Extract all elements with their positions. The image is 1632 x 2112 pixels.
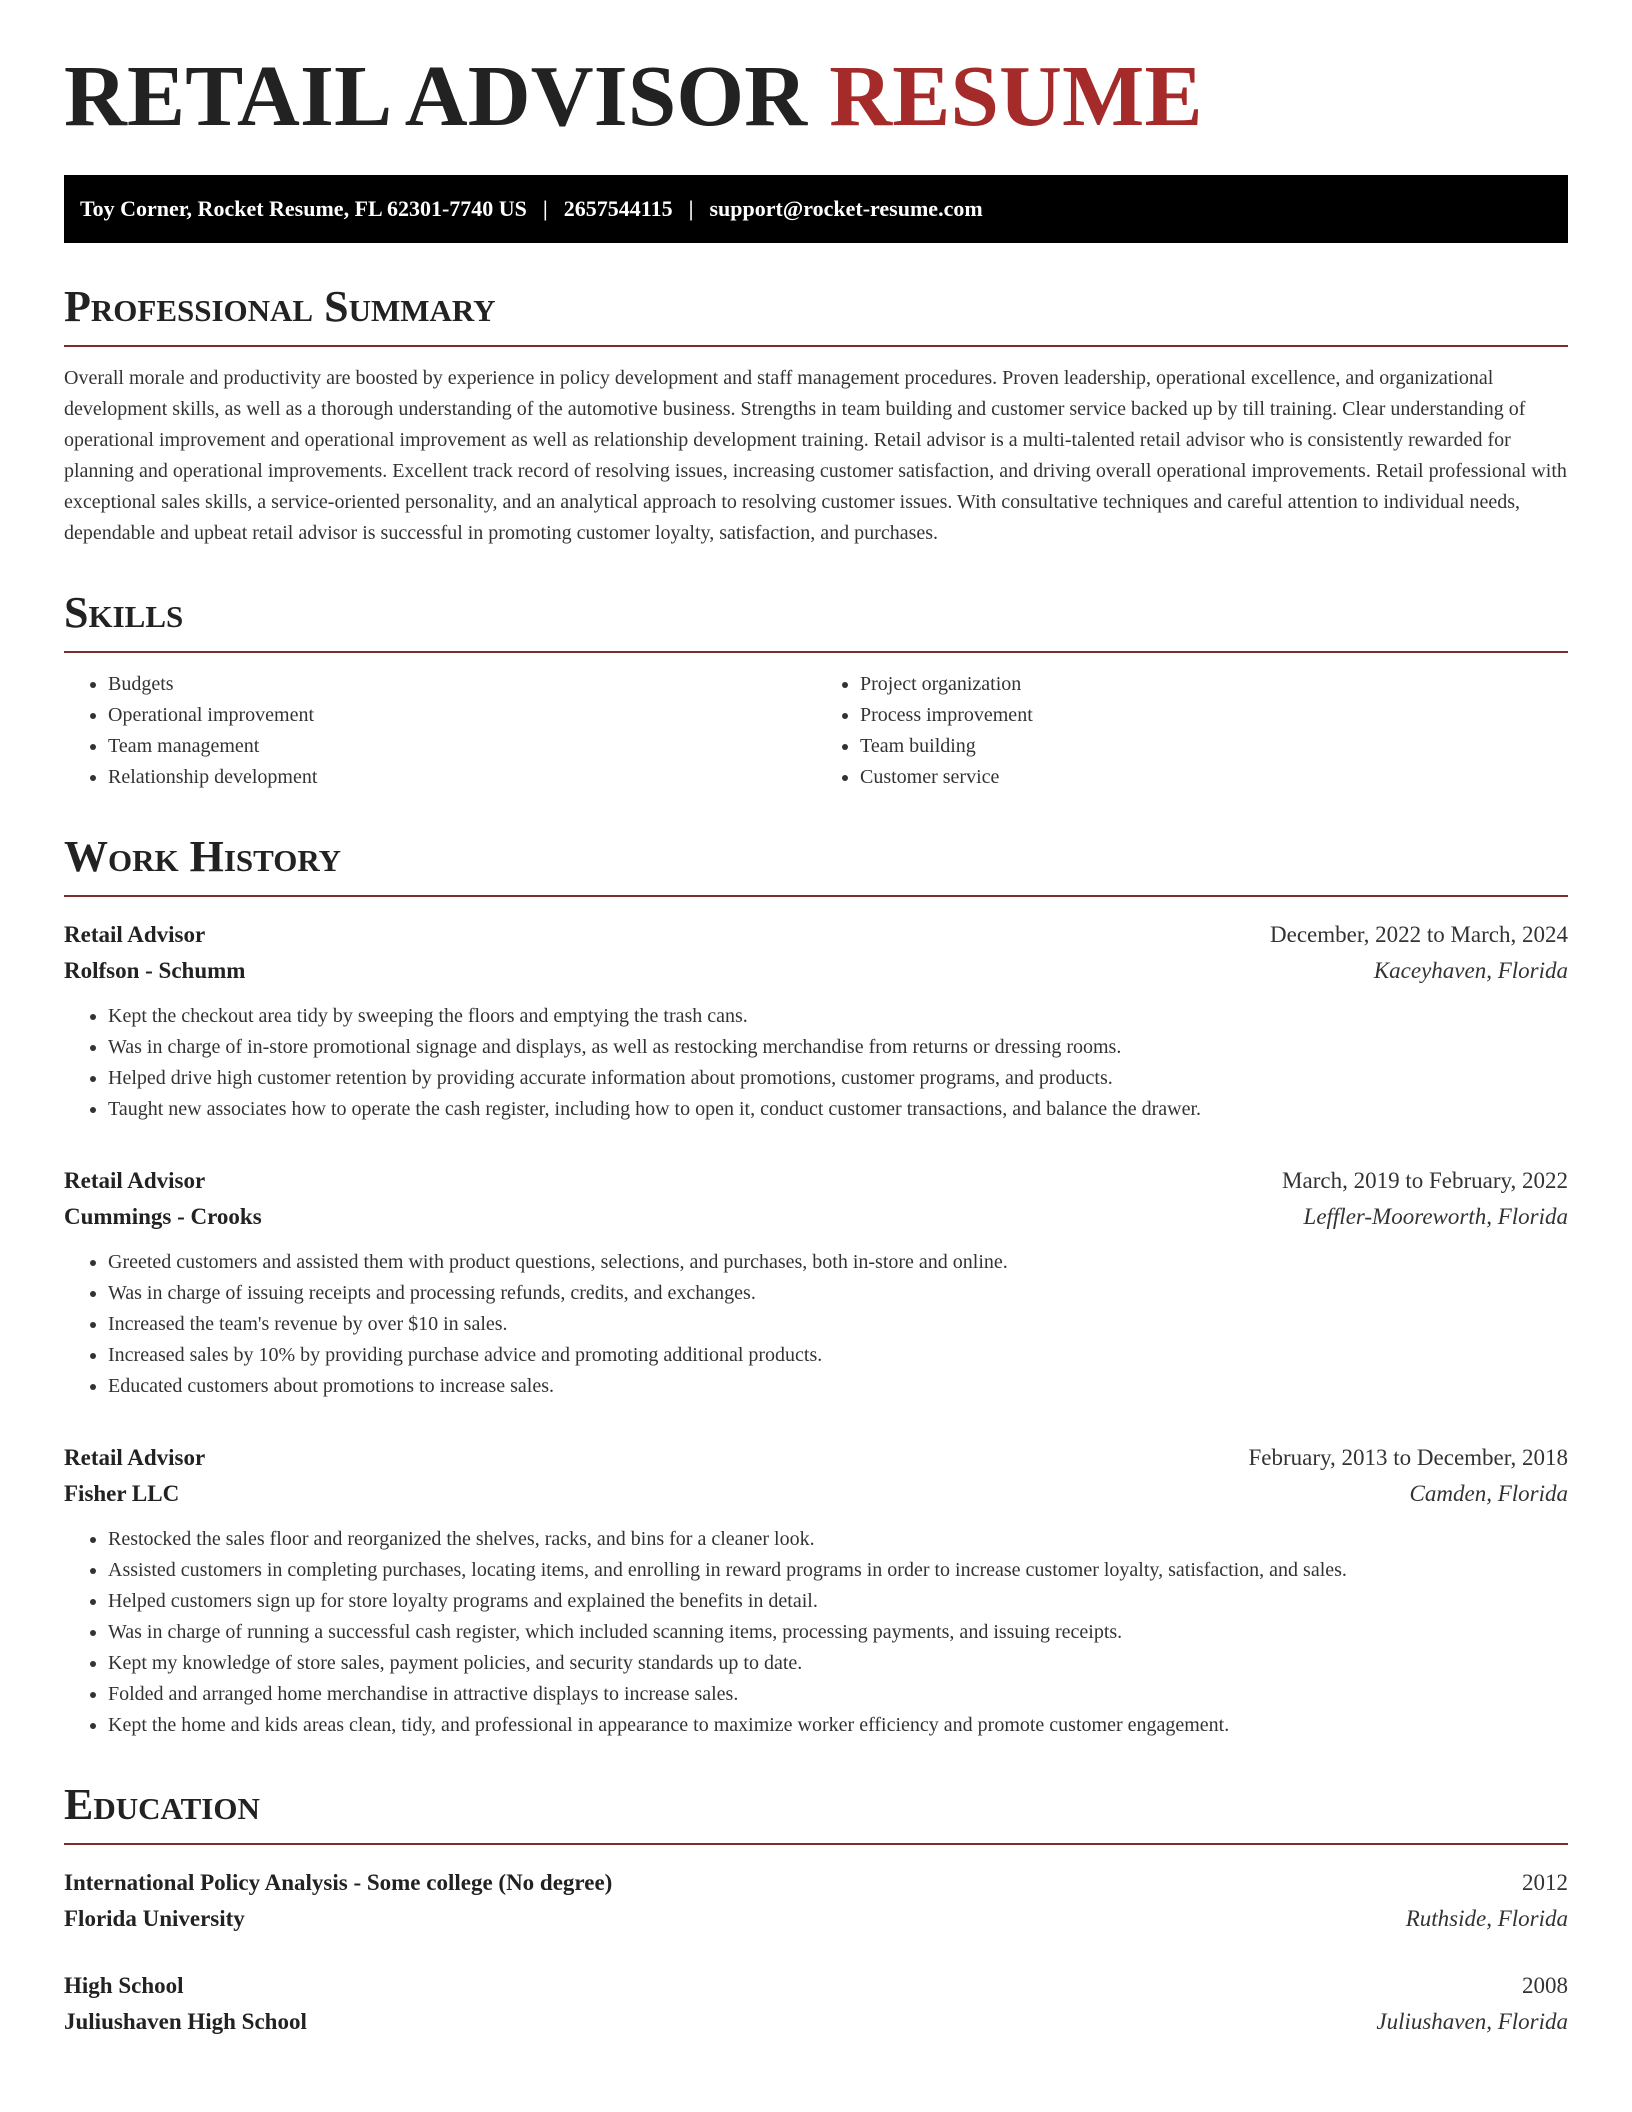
title-main: RETAIL ADVISOR [64,47,808,144]
skills-column-left [64,669,816,793]
job-header-row [64,917,1568,953]
job-duty: • Increased the team's revenue by over $10 in sales. [108,1309,1568,1340]
section-heading-work-history: Work History [64,832,342,881]
job-duty: • Increased sales by 10% by providing purchase advice and promoting additional products. [108,1340,1568,1371]
job-header-row [64,1440,1568,1476]
job-company-row [64,1476,1568,1512]
skill-item: • Operational improvement [108,700,816,731]
education-entry [64,1968,1568,2040]
job-header-row [64,1163,1568,1199]
education-degree: High School [64,1973,184,1998]
section-divider [64,1843,1568,1845]
job-company-row [64,1199,1568,1235]
job-title: Retail Advisor [64,1168,206,1193]
job-dates: March, 2019 to February, 2022 [1282,1168,1568,1193]
job-title: Retail Advisor [64,922,206,947]
job-duty: • Kept my knowledge of store sales, payment policies, and security standards up to date. [108,1648,1568,1679]
education-header-row [64,1865,1568,1901]
skills-section [64,588,1568,793]
education-section [64,1780,1568,2040]
job-duty: • Helped drive high customer retention by providing accurate information about promotions, customer programs, and products. [108,1063,1568,1094]
job-duty: • Kept the home and kids areas clean, tidy, and professional in appearance to maximize worker efficiency and promote customer engagement. [108,1710,1568,1741]
work-history-section [64,832,1568,1741]
job-location: Leffler-Mooreworth, Florida [1303,1204,1568,1229]
resume-title [64,47,1568,144]
job-duty: • Taught new associates how to operate the cash register, including how to open it, conduct customer transactions, and balance the drawer. [108,1094,1568,1125]
job-company: Fisher LLC [64,1481,180,1506]
job-location: Camden, Florida [1409,1481,1568,1506]
job-duty: • Restocked the sales floor and reorganized the shelves, racks, and bins for a cleaner look. [108,1524,1568,1555]
job-duty: • Assisted customers in completing purchases, locating items, and enrolling in reward programs in order to increase customer loyalty, satisfaction, and sales. [108,1555,1568,1586]
skills-columns [64,669,1568,793]
skill-item: • Customer service [860,762,1568,793]
contact-bar [64,175,1568,243]
job-duty: • Helped customers sign up for store loyalty programs and explained the benefits in detail. [108,1586,1568,1617]
job-duty: • Was in charge of in-store promotional signage and displays, as well as restocking merchandise from returns or dressing rooms. [108,1032,1568,1063]
job-company: Rolfson - Schumm [64,958,246,983]
skill-item: • Relationship development [108,762,816,793]
section-heading-summary: Professional Summary [64,282,496,331]
contact-separator: | [688,196,694,221]
skill-item: • Project organization [860,669,1568,700]
job-duties [64,1524,1568,1741]
education-entry [64,1865,1568,1937]
contact-email: support@rocket-resume.com [709,196,983,221]
summary-text: Overall morale and productivity are boosted by experience in policy development and staff management procedures. Proven leadership, operational excellence, and organizational development skills, as well as a thorough understanding of the automotive business. Strengths in team building and customer service backed up by till training. Clear understanding of operational improvement and operational improvement as well as relationship development training. Retail advisor is a multi-talented retail advisor who is consistently rewarded for planning and operational improvements. Excellent track record of resolving issues, increasing customer satisfaction, and driving overall operational improvements. Retail professional with exceptional sales skills, a service-oriented personality, and an analytical approach to resolving customer issues. With consultative techniques and careful attention to individual needs, dependable and upbeat retail advisor is successful in promoting customer loyalty, satisfaction, and purchases. [64,367,1567,544]
section-heading-skills: Skills [64,588,184,637]
education-header-row [64,1968,1568,2004]
education-year: 2008 [1522,1973,1568,1998]
job-duty: • Greeted customers and assisted them with product questions, selections, and purchases, both in-store and online. [108,1247,1568,1278]
contact-address: Toy Corner, Rocket Resume, FL 62301-7740 US [80,196,527,221]
job-duty: • Folded and arranged home merchandise in attractive displays to increase sales. [108,1679,1568,1710]
job-entry [64,1163,1568,1402]
skill-item: • Team management [108,731,816,762]
job-dates: December, 2022 to March, 2024 [1270,922,1568,947]
education-school-row [64,2004,1568,2040]
job-location: Kaceyhaven, Florida [1373,958,1568,983]
skill-item: • Team building [860,731,1568,762]
summary-section [64,282,1568,549]
education-school: Juliushaven High School [64,2009,307,2034]
section-heading-education: Education [64,1780,260,1829]
section-divider [64,895,1568,897]
job-duty: • Was in charge of running a successful cash register, which included scanning items, processing payments, and issuing receipts. [108,1617,1568,1648]
section-divider [64,345,1568,347]
skill-item: • Budgets [108,669,816,700]
job-duty: • Was in charge of issuing receipts and processing refunds, credits, and exchanges. [108,1278,1568,1309]
education-location: Juliushaven, Florida [1376,2009,1568,2034]
education-degree: International Policy Analysis - Some college (No degree) [64,1870,613,1895]
education-school: Florida University [64,1906,245,1931]
contact-phone: 2657544115 [563,196,673,221]
job-duties [64,1247,1568,1402]
job-duty: • Educated customers about promotions to increase sales. [108,1371,1568,1402]
education-year: 2012 [1522,1870,1568,1895]
job-title: Retail Advisor [64,1445,206,1470]
education-location: Ruthside, Florida [1405,1906,1568,1931]
title-accent: RESUME [829,47,1203,144]
job-entry [64,917,1568,1125]
skills-column-right [816,669,1568,793]
education-school-row [64,1901,1568,1937]
job-company: Cummings - Crooks [64,1204,262,1229]
job-entry [64,1440,1568,1741]
job-duties [64,1001,1568,1125]
job-duty: • Kept the checkout area tidy by sweeping the floors and emptying the trash cans. [108,1001,1568,1032]
job-company-row [64,953,1568,989]
section-divider [64,651,1568,653]
contact-separator: | [542,196,548,221]
job-dates: February, 2013 to December, 2018 [1248,1445,1568,1470]
skill-item: • Process improvement [860,700,1568,731]
